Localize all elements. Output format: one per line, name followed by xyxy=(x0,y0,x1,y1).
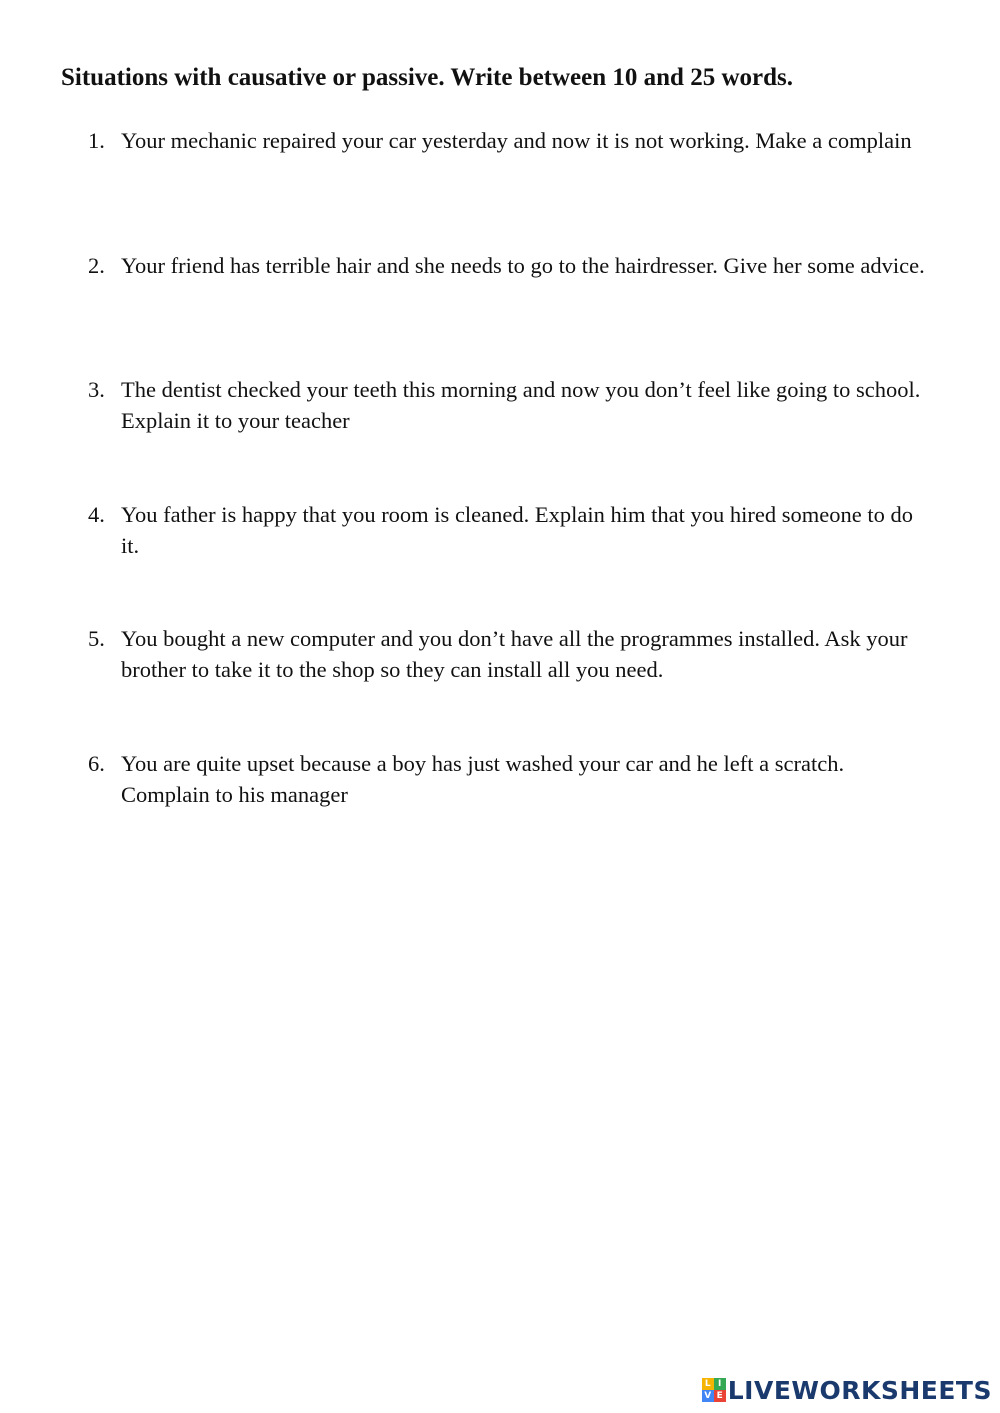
item-number: 4. xyxy=(88,501,105,527)
item-text: Your friend has terrible hair and she needs to go to the hairdresser. Give her some advice. xyxy=(121,252,925,278)
logo-tile: I xyxy=(714,1378,726,1390)
item-number: 3. xyxy=(88,377,105,402)
logo-tile: L xyxy=(702,1378,714,1390)
list-item xyxy=(88,623,928,716)
item-number: 1. xyxy=(88,128,105,153)
liveworksheets-watermark xyxy=(702,1375,992,1405)
item-number: 5. xyxy=(88,626,105,651)
item-text: Your mechanic repaired your car yesterday and now it is not working. Make a complain xyxy=(121,128,912,153)
list-item xyxy=(88,499,928,592)
list-item xyxy=(88,748,928,841)
logo-tile: V xyxy=(702,1390,714,1402)
item-number: 6. xyxy=(88,750,105,776)
item-text: The dentist checked your teeth this morning and now you don’t feel like going to school. Explain it to your teacher xyxy=(121,377,921,433)
watermark-text: LIVEWORKSHEETS xyxy=(727,1375,992,1405)
question-list xyxy=(88,125,928,872)
item-text: You bought a new computer and you don’t have all the programmes installed. Ask your brother to take it to the shop so they can install all you need. xyxy=(121,626,908,682)
liveworksheets-logo-icon xyxy=(702,1378,726,1402)
list-item xyxy=(88,125,928,218)
worksheet-title: Situations with causative or passive. Write between 10 and 25 words. xyxy=(61,64,793,91)
list-item xyxy=(88,250,928,343)
list-item xyxy=(88,374,928,467)
logo-tile: E xyxy=(714,1390,726,1402)
item-number: 2. xyxy=(88,252,105,278)
item-text: You father is happy that you room is cleaned. Explain him that you hired someone to do it. xyxy=(121,501,913,558)
item-text: You are quite upset because a boy has just washed your car and he left a scratch. Complain to his manager xyxy=(121,750,845,807)
